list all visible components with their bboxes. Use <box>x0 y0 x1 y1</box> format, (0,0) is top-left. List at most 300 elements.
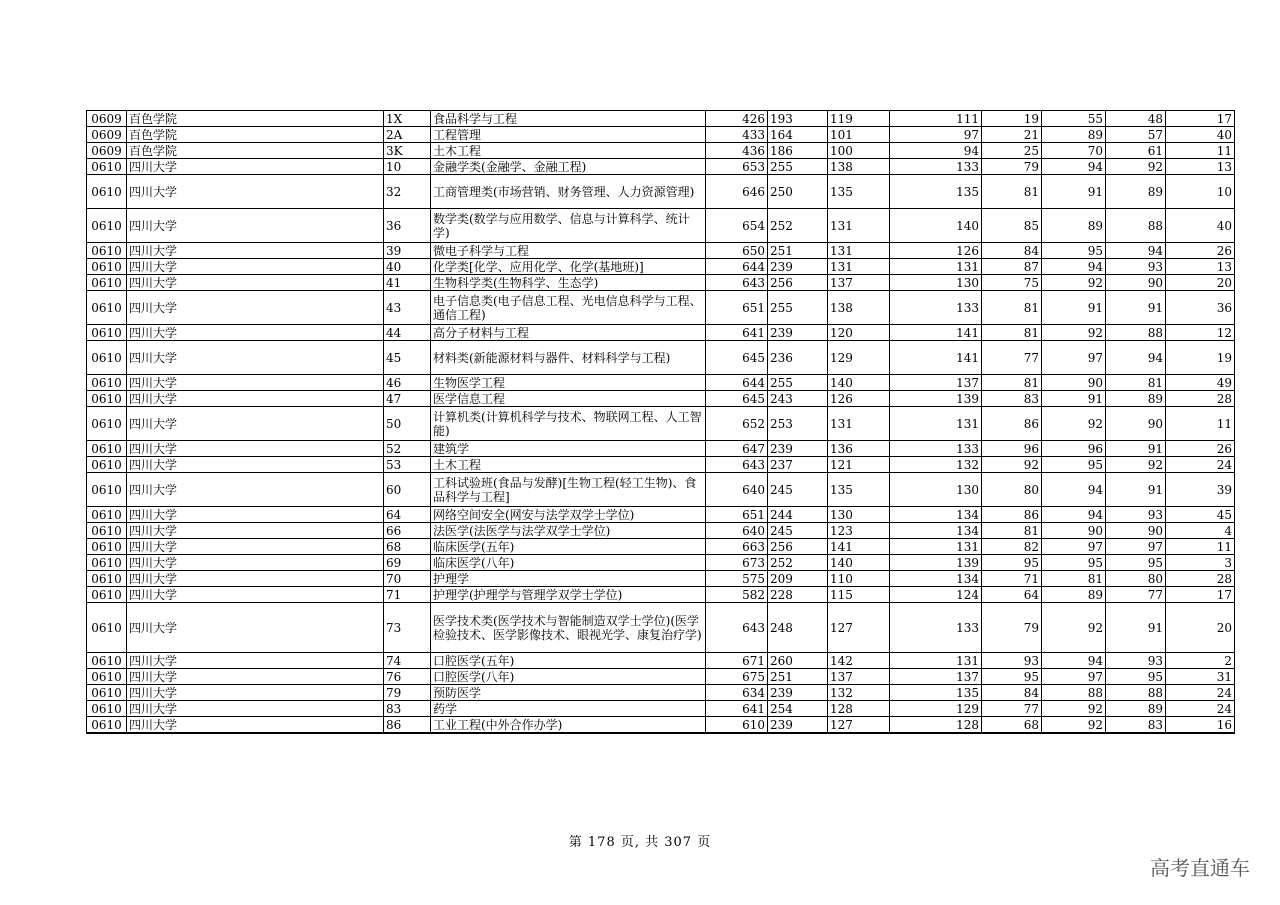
school-name-cell: 四川大学 <box>127 375 384 391</box>
table-row <box>87 243 1235 259</box>
score-cell-4: 64 <box>982 587 1042 603</box>
score-cell-2: 141 <box>828 539 890 555</box>
score-cell-7: 39 <box>1166 473 1235 507</box>
school-code-cell: 0610 <box>87 701 127 717</box>
score-cell-2: 101 <box>828 127 890 143</box>
score-cell-7: 17 <box>1166 587 1235 603</box>
total-score-cell: 575 <box>706 571 768 587</box>
school-name-cell: 四川大学 <box>127 539 384 555</box>
school-code-cell: 0610 <box>87 375 127 391</box>
score-cell-2: 126 <box>828 391 890 407</box>
score-cell-3: 134 <box>890 507 982 523</box>
table-row <box>87 175 1235 209</box>
table-row <box>87 457 1235 473</box>
major-name-cell: 食品科学与工程 <box>431 111 706 127</box>
score-cell-1: 239 <box>768 441 828 457</box>
major-code-cell: 76 <box>384 669 431 685</box>
score-cell-4: 82 <box>982 539 1042 555</box>
major-code-cell: 86 <box>384 717 431 734</box>
table-row <box>87 539 1235 555</box>
school-name-cell: 四川大学 <box>127 523 384 539</box>
score-cell-7: 40 <box>1166 209 1235 243</box>
table-row <box>87 375 1235 391</box>
score-cell-3: 124 <box>890 587 982 603</box>
score-cell-7: 16 <box>1166 717 1235 734</box>
score-cell-3: 132 <box>890 457 982 473</box>
score-cell-4: 85 <box>982 209 1042 243</box>
major-code-cell: 44 <box>384 325 431 341</box>
major-code-cell: 74 <box>384 653 431 669</box>
school-code-cell: 0610 <box>87 507 127 523</box>
score-cell-5: 89 <box>1042 209 1106 243</box>
score-cell-2: 119 <box>828 111 890 127</box>
table-row <box>87 143 1235 159</box>
score-cell-5: 92 <box>1042 275 1106 291</box>
score-cell-3: 129 <box>890 701 982 717</box>
score-cell-1: 256 <box>768 275 828 291</box>
major-code-cell: 53 <box>384 457 431 473</box>
score-cell-1: 254 <box>768 701 828 717</box>
score-cell-6: 93 <box>1106 507 1166 523</box>
score-cell-2: 100 <box>828 143 890 159</box>
table-row <box>87 441 1235 457</box>
score-cell-3: 133 <box>890 291 982 325</box>
score-cell-6: 83 <box>1106 717 1166 734</box>
major-code-cell: 3K <box>384 143 431 159</box>
score-cell-5: 94 <box>1042 507 1106 523</box>
score-cell-5: 81 <box>1042 571 1106 587</box>
school-code-cell: 0610 <box>87 175 127 209</box>
score-cell-1: 251 <box>768 243 828 259</box>
score-cell-6: 95 <box>1106 669 1166 685</box>
major-code-cell: 45 <box>384 341 431 375</box>
major-name-cell: 预防医学 <box>431 685 706 701</box>
score-cell-5: 94 <box>1042 653 1106 669</box>
school-code-cell: 0610 <box>87 325 127 341</box>
table-row <box>87 407 1235 441</box>
school-code-cell: 0610 <box>87 603 127 653</box>
score-cell-1: 243 <box>768 391 828 407</box>
score-cell-2: 136 <box>828 441 890 457</box>
major-code-cell: 43 <box>384 291 431 325</box>
total-score-cell: 645 <box>706 341 768 375</box>
total-score-cell: 646 <box>706 175 768 209</box>
score-cell-6: 77 <box>1106 587 1166 603</box>
score-cell-4: 81 <box>982 523 1042 539</box>
school-name-cell: 四川大学 <box>127 209 384 243</box>
table-row <box>87 325 1235 341</box>
score-cell-5: 95 <box>1042 555 1106 571</box>
table-row <box>87 473 1235 507</box>
score-cell-2: 123 <box>828 523 890 539</box>
total-score-cell: 436 <box>706 143 768 159</box>
school-name-cell: 四川大学 <box>127 701 384 717</box>
score-cell-1: 228 <box>768 587 828 603</box>
score-cell-7: 28 <box>1166 571 1235 587</box>
major-code-cell: 68 <box>384 539 431 555</box>
score-cell-4: 75 <box>982 275 1042 291</box>
score-cell-5: 91 <box>1042 291 1106 325</box>
score-cell-7: 31 <box>1166 669 1235 685</box>
score-cell-2: 138 <box>828 159 890 175</box>
score-cell-2: 120 <box>828 325 890 341</box>
school-code-cell: 0610 <box>87 473 127 507</box>
total-score-cell: 643 <box>706 275 768 291</box>
score-cell-4: 77 <box>982 701 1042 717</box>
school-name-cell: 四川大学 <box>127 555 384 571</box>
major-code-cell: 1X <box>384 111 431 127</box>
score-cell-5: 88 <box>1042 685 1106 701</box>
score-cell-6: 90 <box>1106 275 1166 291</box>
score-cell-7: 12 <box>1166 325 1235 341</box>
table-row <box>87 391 1235 407</box>
score-cell-1: 250 <box>768 175 828 209</box>
major-name-cell: 工商管理类(市场营销、财务管理、人力资源管理) <box>431 175 706 209</box>
score-cell-4: 86 <box>982 407 1042 441</box>
score-cell-3: 131 <box>890 259 982 275</box>
major-name-cell: 土木工程 <box>431 457 706 473</box>
score-cell-6: 88 <box>1106 325 1166 341</box>
total-score-cell: 671 <box>706 653 768 669</box>
total-score-cell: 653 <box>706 159 768 175</box>
major-code-cell: 52 <box>384 441 431 457</box>
score-cell-3: 139 <box>890 391 982 407</box>
score-cell-6: 95 <box>1106 555 1166 571</box>
score-cell-7: 11 <box>1166 539 1235 555</box>
major-code-cell: 64 <box>384 507 431 523</box>
major-code-cell: 70 <box>384 571 431 587</box>
score-cell-3: 140 <box>890 209 982 243</box>
score-cell-7: 19 <box>1166 341 1235 375</box>
score-cell-4: 95 <box>982 669 1042 685</box>
school-code-cell: 0609 <box>87 111 127 127</box>
total-score-cell: 663 <box>706 539 768 555</box>
score-cell-4: 79 <box>982 603 1042 653</box>
school-name-cell: 四川大学 <box>127 407 384 441</box>
total-score-cell: 675 <box>706 669 768 685</box>
score-cell-2: 131 <box>828 259 890 275</box>
school-name-cell: 四川大学 <box>127 243 384 259</box>
score-cell-1: 236 <box>768 341 828 375</box>
major-name-cell: 口腔医学(五年) <box>431 653 706 669</box>
score-cell-7: 49 <box>1166 375 1235 391</box>
major-name-cell: 建筑学 <box>431 441 706 457</box>
score-cell-5: 92 <box>1042 603 1106 653</box>
score-cell-4: 71 <box>982 571 1042 587</box>
score-cell-1: 255 <box>768 159 828 175</box>
major-code-cell: 66 <box>384 523 431 539</box>
major-name-cell: 高分子材料与工程 <box>431 325 706 341</box>
major-name-cell: 网络空间安全(网安与法学双学士学位) <box>431 507 706 523</box>
school-name-cell: 四川大学 <box>127 175 384 209</box>
total-score-cell: 610 <box>706 717 768 734</box>
total-score-cell: 643 <box>706 457 768 473</box>
table-row <box>87 507 1235 523</box>
score-cell-6: 92 <box>1106 457 1166 473</box>
score-cell-6: 97 <box>1106 539 1166 555</box>
score-cell-5: 90 <box>1042 375 1106 391</box>
score-cell-1: 245 <box>768 473 828 507</box>
score-cell-4: 19 <box>982 111 1042 127</box>
score-cell-7: 20 <box>1166 275 1235 291</box>
total-score-cell: 645 <box>706 391 768 407</box>
score-cell-4: 84 <box>982 243 1042 259</box>
table-row <box>87 291 1235 325</box>
major-code-cell: 73 <box>384 603 431 653</box>
score-cell-7: 24 <box>1166 685 1235 701</box>
total-score-cell: 650 <box>706 243 768 259</box>
score-cell-6: 88 <box>1106 209 1166 243</box>
total-score-cell: 640 <box>706 523 768 539</box>
score-table <box>86 110 1235 734</box>
major-name-cell: 药学 <box>431 701 706 717</box>
school-code-cell: 0610 <box>87 341 127 375</box>
score-cell-6: 91 <box>1106 603 1166 653</box>
score-table-body <box>87 111 1235 734</box>
score-cell-1: 239 <box>768 685 828 701</box>
score-cell-2: 129 <box>828 341 890 375</box>
major-name-cell: 工程管理 <box>431 127 706 143</box>
score-cell-7: 26 <box>1166 243 1235 259</box>
score-cell-7: 17 <box>1166 111 1235 127</box>
score-cell-6: 80 <box>1106 571 1166 587</box>
score-cell-2: 131 <box>828 407 890 441</box>
school-name-cell: 四川大学 <box>127 587 384 603</box>
school-code-cell: 0610 <box>87 209 127 243</box>
score-cell-4: 93 <box>982 653 1042 669</box>
score-cell-1: 164 <box>768 127 828 143</box>
score-cell-3: 131 <box>890 539 982 555</box>
score-cell-1: 239 <box>768 259 828 275</box>
score-cell-4: 96 <box>982 441 1042 457</box>
table-row <box>87 685 1235 701</box>
page-number: 第 178 页, 共 307 页 <box>568 835 712 850</box>
table-row <box>87 111 1235 127</box>
major-name-cell: 医学信息工程 <box>431 391 706 407</box>
score-cell-4: 87 <box>982 259 1042 275</box>
major-code-cell: 47 <box>384 391 431 407</box>
score-cell-3: 137 <box>890 669 982 685</box>
table-row <box>87 275 1235 291</box>
score-cell-2: 142 <box>828 653 890 669</box>
score-cell-6: 93 <box>1106 259 1166 275</box>
major-code-cell: 36 <box>384 209 431 243</box>
school-name-cell: 四川大学 <box>127 341 384 375</box>
score-cell-5: 97 <box>1042 539 1106 555</box>
score-cell-3: 141 <box>890 341 982 375</box>
total-score-cell: 641 <box>706 701 768 717</box>
score-cell-1: 244 <box>768 507 828 523</box>
score-cell-6: 91 <box>1106 441 1166 457</box>
score-cell-4: 84 <box>982 685 1042 701</box>
score-cell-4: 83 <box>982 391 1042 407</box>
major-code-cell: 46 <box>384 375 431 391</box>
school-code-cell: 0610 <box>87 685 127 701</box>
score-cell-2: 135 <box>828 473 890 507</box>
score-cell-1: 253 <box>768 407 828 441</box>
table-row <box>87 603 1235 653</box>
score-cell-5: 55 <box>1042 111 1106 127</box>
table-row <box>87 653 1235 669</box>
total-score-cell: 426 <box>706 111 768 127</box>
score-cell-2: 127 <box>828 603 890 653</box>
table-row <box>87 587 1235 603</box>
school-code-cell: 0610 <box>87 407 127 441</box>
score-cell-2: 127 <box>828 717 890 734</box>
score-cell-6: 93 <box>1106 653 1166 669</box>
total-score-cell: 644 <box>706 259 768 275</box>
table-row <box>87 127 1235 143</box>
score-cell-3: 141 <box>890 325 982 341</box>
score-cell-7: 26 <box>1166 441 1235 457</box>
score-cell-2: 135 <box>828 175 890 209</box>
score-cell-6: 92 <box>1106 159 1166 175</box>
total-score-cell: 647 <box>706 441 768 457</box>
total-score-cell: 640 <box>706 473 768 507</box>
score-cell-4: 95 <box>982 555 1042 571</box>
score-cell-6: 61 <box>1106 143 1166 159</box>
school-name-cell: 四川大学 <box>127 717 384 734</box>
major-name-cell: 护理学(护理学与管理学双学士学位) <box>431 587 706 603</box>
school-name-cell: 四川大学 <box>127 291 384 325</box>
score-cell-6: 89 <box>1106 701 1166 717</box>
score-cell-3: 139 <box>890 555 982 571</box>
total-score-cell: 644 <box>706 375 768 391</box>
school-code-cell: 0610 <box>87 539 127 555</box>
school-code-cell: 0610 <box>87 523 127 539</box>
score-cell-2: 115 <box>828 587 890 603</box>
score-cell-3: 134 <box>890 571 982 587</box>
major-name-cell: 数学类(数学与应用数学、信息与计算科学、统计学) <box>431 209 706 243</box>
total-score-cell: 582 <box>706 587 768 603</box>
score-cell-3: 94 <box>890 143 982 159</box>
score-cell-5: 97 <box>1042 341 1106 375</box>
major-code-cell: 41 <box>384 275 431 291</box>
total-score-cell: 654 <box>706 209 768 243</box>
school-name-cell: 四川大学 <box>127 653 384 669</box>
score-cell-6: 91 <box>1106 473 1166 507</box>
table-row <box>87 571 1235 587</box>
table-row <box>87 669 1235 685</box>
score-cell-2: 110 <box>828 571 890 587</box>
score-cell-7: 40 <box>1166 127 1235 143</box>
major-code-cell: 10 <box>384 159 431 175</box>
score-cell-6: 48 <box>1106 111 1166 127</box>
school-code-cell: 0610 <box>87 441 127 457</box>
score-cell-1: 252 <box>768 209 828 243</box>
major-name-cell: 材料类(新能源材料与器件、材料科学与工程) <box>431 341 706 375</box>
score-cell-3: 137 <box>890 375 982 391</box>
score-cell-7: 2 <box>1166 653 1235 669</box>
school-name-cell: 四川大学 <box>127 259 384 275</box>
score-cell-5: 92 <box>1042 701 1106 717</box>
major-name-cell: 护理学 <box>431 571 706 587</box>
score-cell-2: 131 <box>828 209 890 243</box>
score-cell-2: 128 <box>828 701 890 717</box>
score-cell-7: 11 <box>1166 407 1235 441</box>
score-cell-3: 133 <box>890 441 982 457</box>
major-name-cell: 生物科学类(生物科学、生态学) <box>431 275 706 291</box>
score-cell-4: 81 <box>982 375 1042 391</box>
score-cell-4: 80 <box>982 473 1042 507</box>
table-row <box>87 259 1235 275</box>
major-code-cell: 2A <box>384 127 431 143</box>
score-cell-7: 10 <box>1166 175 1235 209</box>
score-cell-3: 131 <box>890 407 982 441</box>
score-cell-1: 252 <box>768 555 828 571</box>
score-cell-2: 138 <box>828 291 890 325</box>
score-cell-4: 81 <box>982 175 1042 209</box>
score-cell-5: 95 <box>1042 243 1106 259</box>
score-cell-5: 95 <box>1042 457 1106 473</box>
school-code-cell: 0609 <box>87 127 127 143</box>
watermark-logo: 高考直通车 <box>1150 856 1250 880</box>
score-cell-7: 13 <box>1166 259 1235 275</box>
score-cell-4: 81 <box>982 325 1042 341</box>
school-name-cell: 百色学院 <box>127 143 384 159</box>
score-cell-7: 28 <box>1166 391 1235 407</box>
score-cell-7: 24 <box>1166 701 1235 717</box>
school-code-cell: 0610 <box>87 555 127 571</box>
table-row <box>87 341 1235 375</box>
school-code-cell: 0610 <box>87 243 127 259</box>
score-cell-7: 3 <box>1166 555 1235 571</box>
score-cell-3: 130 <box>890 473 982 507</box>
score-cell-3: 111 <box>890 111 982 127</box>
score-cell-3: 126 <box>890 243 982 259</box>
table-row <box>87 555 1235 571</box>
school-code-cell: 0610 <box>87 587 127 603</box>
score-cell-7: 11 <box>1166 143 1235 159</box>
score-cell-1: 248 <box>768 603 828 653</box>
school-code-cell: 0610 <box>87 669 127 685</box>
major-name-cell: 口腔医学(八年) <box>431 669 706 685</box>
score-cell-1: 245 <box>768 523 828 539</box>
score-cell-1: 260 <box>768 653 828 669</box>
score-table-container <box>86 110 1232 734</box>
score-cell-6: 90 <box>1106 407 1166 441</box>
score-cell-3: 131 <box>890 653 982 669</box>
school-code-cell: 0610 <box>87 259 127 275</box>
school-name-cell: 四川大学 <box>127 473 384 507</box>
major-name-cell: 临床医学(五年) <box>431 539 706 555</box>
score-cell-2: 121 <box>828 457 890 473</box>
school-code-cell: 0610 <box>87 571 127 587</box>
school-name-cell: 四川大学 <box>127 441 384 457</box>
score-cell-7: 45 <box>1166 507 1235 523</box>
school-name-cell: 四川大学 <box>127 507 384 523</box>
score-cell-3: 133 <box>890 159 982 175</box>
school-code-cell: 0610 <box>87 391 127 407</box>
score-cell-6: 90 <box>1106 523 1166 539</box>
total-score-cell: 433 <box>706 127 768 143</box>
major-name-cell: 微电子科学与工程 <box>431 243 706 259</box>
school-name-cell: 百色学院 <box>127 111 384 127</box>
score-cell-4: 68 <box>982 717 1042 734</box>
score-cell-5: 92 <box>1042 717 1106 734</box>
major-code-cell: 32 <box>384 175 431 209</box>
major-name-cell: 化学类[化学、应用化学、化学(基地班)] <box>431 259 706 275</box>
score-cell-2: 130 <box>828 507 890 523</box>
score-cell-1: 239 <box>768 717 828 734</box>
total-score-cell: 641 <box>706 325 768 341</box>
score-cell-6: 81 <box>1106 375 1166 391</box>
score-cell-2: 132 <box>828 685 890 701</box>
score-cell-6: 88 <box>1106 685 1166 701</box>
score-cell-2: 131 <box>828 243 890 259</box>
score-cell-2: 140 <box>828 555 890 571</box>
score-cell-2: 140 <box>828 375 890 391</box>
